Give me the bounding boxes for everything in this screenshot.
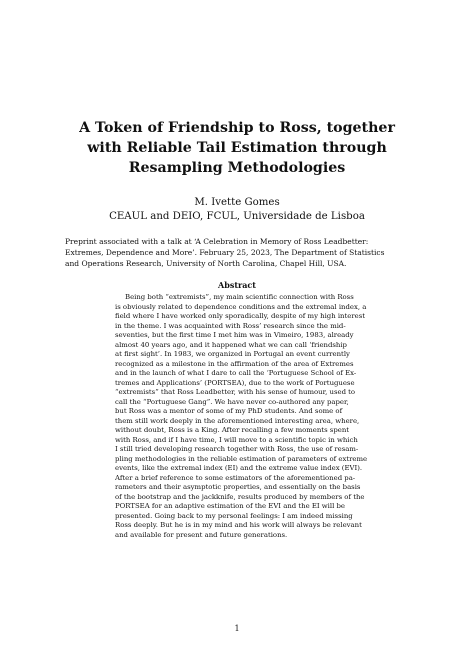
preprint-line: Preprint associated with a talk at ‘A Celebration in Memory of Ross Leadbetter: <box>65 237 369 246</box>
author-name: M. Ivette Gomes <box>194 197 280 208</box>
author-affiliation: CEAUL and DEIO, FCUL, Universidade de Lisboa <box>109 211 365 222</box>
title-line: A Token of Friendship to Ross, together <box>79 120 395 136</box>
abstract-line: events, like the extremal index (EI) and the extreme value index (EVI). <box>115 464 363 472</box>
preprint-line: Extremes, Dependence and More’. February 25, 2023, The Department of Statistics <box>65 248 385 257</box>
abstract-line: field where I have worked only sporadically, despite of my high interest <box>115 312 366 320</box>
abstract-line: and available for present and future generations. <box>115 530 288 539</box>
abstract-line: presented. Going back to my personal feelings: I am indeed missing <box>115 511 353 520</box>
abstract-line: but Ross was a mentor of some of my PhD students. And some of <box>115 407 343 415</box>
author-block <box>60 196 414 224</box>
abstract-body <box>115 293 367 540</box>
title-line: with Reliable Tail Estimation through <box>87 140 387 156</box>
abstract-line: in the theme. I was acquainted with Ross’ research since the mid- <box>115 321 346 330</box>
abstract-line: recognized as a milestone in the affirmation of the area of Extremes <box>115 359 354 368</box>
abstract-line: call the “Portuguese Gang”. We have never co-authored any paper, <box>115 397 349 406</box>
abstract-line: rameters and their asymptotic properties, and essentially on the basis <box>115 483 361 491</box>
abstract-line: them still work deeply in the aforementioned interesting area, where, <box>115 416 360 425</box>
abstract-line: with Ross, and if I have time, I will move to a scientific topic in which <box>115 435 358 444</box>
abstract-line: seventies, but the first time I met him was in Vimeiro, 1983, already <box>115 331 354 339</box>
abstract-line: Being both “extremists”, my main scientific connection with Ross <box>125 293 354 301</box>
title-line: Resampling Methodologies <box>128 160 346 176</box>
abstract-line: PORTSEA for an adaptive estimation of the EVI and the EI will be <box>115 502 345 510</box>
preprint-line: and Operations Research, University of North Carolina, Chapel Hill, USA. <box>65 259 347 268</box>
abstract-line: is obviously related to dependence conditions and the extremal index, a <box>115 302 367 311</box>
preprint-note <box>65 236 413 269</box>
abstract-line: almost 40 years ago, and it happened what we can call ‘friendship <box>115 340 347 349</box>
paper-title <box>60 118 414 178</box>
abstract-heading: Abstract <box>218 280 256 290</box>
abstract-line: of the bootstrap and the jackknife, results produced by members of the <box>115 492 365 501</box>
abstract-line: “extremists” that Ross Leadbetter, with his sense of humour, used to <box>115 388 356 396</box>
abstract-line: I still tried developing research together with Ross, the use of resam- <box>115 445 359 453</box>
abstract-line: pling methodologies in the reliable estimation of parameters of extreme <box>115 454 367 463</box>
abstract-line: at first sight’. In 1983, we organized in Portugal an event currently <box>115 350 350 358</box>
page-number: 1 <box>234 624 240 633</box>
abstract-line: and in the launch of what I dare to call the ‘Portuguese School of Ex- <box>115 369 357 377</box>
abstract-line: Ross deeply. But he is in my mind and his work will always be relevant <box>115 521 362 529</box>
abstract-line: After a brief reference to some estimators of the aforementioned pa- <box>115 473 356 482</box>
abstract-line: tremes and Applications’ (PORTSEA), due to the work of Portuguese <box>115 378 355 387</box>
abstract-line: without doubt, Ross is a King. After recalling a few moments spent <box>115 426 350 434</box>
